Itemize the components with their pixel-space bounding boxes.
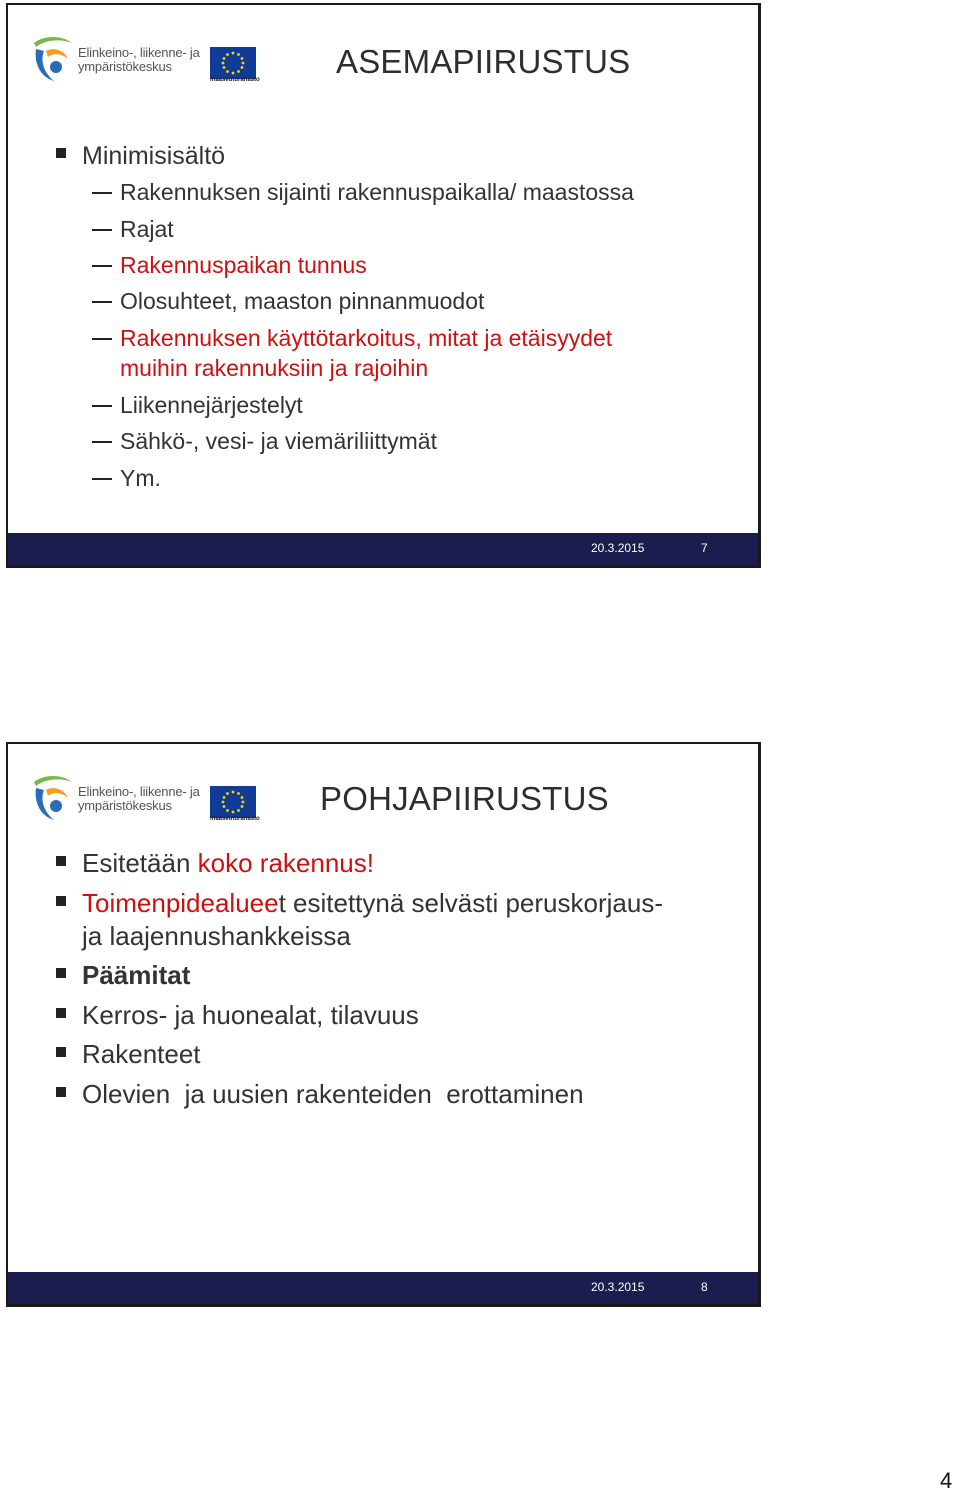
bullet-text-highlight: koko rakennus!: [197, 848, 374, 878]
list-item-text: Sähkö-, vesi- ja viemäriliittymät: [120, 428, 437, 454]
bullet-text: Rakenteet: [82, 1039, 201, 1069]
list-item-continuation: [120, 353, 428, 384]
bullet-square-icon: [56, 856, 66, 866]
list-item-text: Liikennejärjestelyt: [120, 392, 303, 418]
list-item: [92, 390, 303, 421]
bullet-square-icon: [56, 1047, 66, 1057]
ely-name-line2: ympäristökeskus: [78, 798, 172, 813]
bullet-text: Minimisisältö: [82, 142, 226, 170]
list-item-text: Rakennuksen käyttötarkoitus, mitat ja etäisyydet: [120, 325, 613, 351]
list-item-text: Olosuhteet, maaston pinnanmuodot: [120, 288, 485, 314]
list-item: [92, 323, 612, 354]
slide-title: ASEMAPIIRUSTUS: [336, 43, 631, 80]
eu-flag-icon: [210, 47, 256, 79]
ely-name: [78, 46, 200, 74]
ely-name: [78, 785, 200, 813]
list-item-text: Rakennuksen sijainti rakennuspaikalla/ maastossa: [120, 179, 634, 205]
bullet-square-icon: [56, 148, 66, 158]
bullet-text: Esitetään: [82, 848, 198, 878]
ely-name-line1: Elinkeino-, liikenne- ja: [78, 45, 200, 60]
bullet-text: ja laajennushankkeissa: [82, 921, 351, 951]
bullet-text-highlight: Toimenpidealuee: [82, 888, 279, 918]
bullet-heading: [56, 140, 225, 172]
bullet-text: Kerros- ja huonealat, tilavuus: [82, 1000, 419, 1030]
list-item-text: Rajat: [120, 216, 174, 242]
list-item: [92, 426, 437, 457]
dash-icon: [92, 301, 112, 303]
dash-icon: [92, 338, 112, 340]
dash-icon: [92, 405, 112, 407]
list-item: [92, 250, 367, 281]
bullet-text: Päämitat: [82, 960, 191, 990]
footer-date: 20.3.2015: [591, 1280, 645, 1294]
bullet-square-icon: [56, 1087, 66, 1097]
footer-slide-number: 8: [701, 1280, 708, 1294]
bullet-square-icon: [56, 1008, 66, 1018]
dash-icon: [92, 265, 112, 267]
bullet-item: [56, 1038, 201, 1070]
list-item: [92, 177, 634, 208]
dash-icon: [92, 478, 112, 480]
eu-caption: maaseuturahasto: [210, 816, 260, 822]
bullet-item: [56, 1078, 584, 1110]
page-number: 4: [940, 1468, 953, 1493]
list-item-text: muihin rakennuksiin ja rajoihin: [120, 355, 429, 381]
footer-slide-number: 7: [701, 541, 708, 555]
ely-name-line2: ympäristökeskus: [78, 59, 172, 74]
ely-name-line1: Elinkeino-, liikenne- ja: [78, 784, 200, 799]
ely-leaf-icon: [30, 772, 76, 822]
bullet-item: [56, 999, 419, 1031]
footer-date: 20.3.2015: [591, 541, 645, 555]
dash-icon: [92, 229, 112, 231]
slide-asemapiirustus: [6, 3, 761, 568]
list-item-text: Ym.: [120, 465, 161, 491]
bullet-item-continuation: [82, 920, 351, 952]
slide-title: POHJAPIIRUSTUS: [320, 780, 609, 817]
list-item: [92, 463, 161, 494]
list-item-text: Rakennuspaikan tunnus: [120, 252, 367, 278]
bullet-item: [56, 959, 190, 991]
ely-leaf-icon: [30, 33, 76, 83]
bullet-text: t esitettynä selvästi peruskorjaus-: [278, 888, 663, 918]
dash-icon: [92, 192, 112, 194]
bullet-square-icon: [56, 968, 66, 978]
dash-icon: [92, 441, 112, 443]
eu-flag-icon: [210, 786, 256, 818]
bullet-square-icon: [56, 896, 66, 906]
list-item: [92, 214, 174, 245]
bullet-item: [56, 887, 663, 919]
list-item: [92, 286, 484, 317]
bullet-text: Olevien ja uusien rakenteiden erottaminen: [82, 1079, 584, 1109]
bullet-item: [56, 847, 374, 879]
slide-footer: [8, 1272, 758, 1304]
slide-footer: [8, 533, 758, 565]
eu-caption: maaseuturahasto: [210, 77, 260, 83]
slide-pohjapiirustus: [6, 742, 761, 1307]
